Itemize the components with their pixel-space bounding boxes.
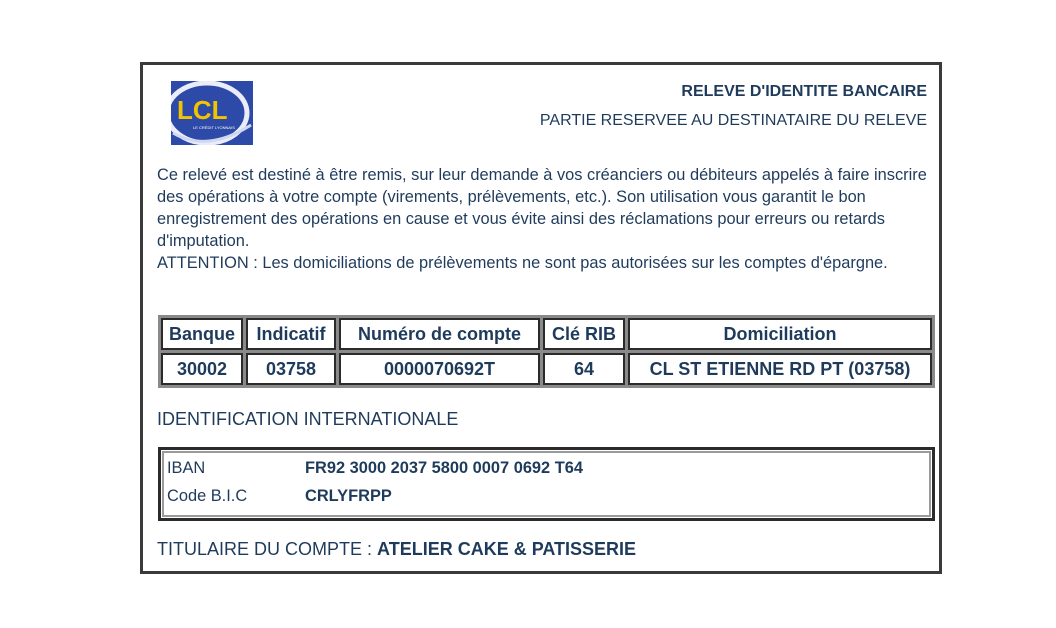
cell-banque: 30002 (161, 353, 243, 385)
holder-label: TITULAIRE DU COMPTE : (157, 539, 373, 559)
cell-numero-compte: 0000070692T (339, 353, 540, 385)
rib-document (140, 62, 942, 574)
lcl-logo (171, 81, 253, 145)
header-domiciliation: Domiciliation (628, 318, 932, 350)
intro-text (157, 164, 927, 274)
bic-row (167, 487, 392, 506)
document-title: RELEVE D'IDENTITE BANCAIRE (681, 83, 927, 100)
rib-table-row (161, 353, 932, 385)
iban-value: FR92 3000 2037 5800 0007 0692 T64 (305, 459, 583, 477)
bic-label: Code B.I.C (167, 487, 248, 505)
lcl-logo-graphic (171, 81, 253, 145)
header-indicatif: Indicatif (246, 318, 336, 350)
iban-label: IBAN (167, 459, 206, 477)
rib-table-header-row (161, 318, 932, 350)
cell-domiciliation: CL ST ETIENNE RD PT (03758) (628, 353, 932, 385)
header-banque: Banque (161, 318, 243, 350)
iban-row (167, 459, 583, 478)
cell-cle-rib: 64 (543, 353, 625, 385)
international-section-title: IDENTIFICATION INTERNATIONALE (157, 409, 459, 429)
document-subtitle: PARTIE RESERVEE AU DESTINATAIRE DU RELEVE (539, 112, 927, 129)
header-cle-rib: Clé RIB (543, 318, 625, 350)
header-numero-compte: Numéro de compte (339, 318, 540, 350)
bic-value: CRLYFRPP (305, 487, 392, 505)
account-holder (157, 539, 636, 560)
intro-paragraph: Ce relevé est destiné à être remis, sur leur demande à vos créanciers ou débiteurs appelés à faire inscrire des opérations à votre compte (virements, prélèvements, etc.). Son utilisation vous garantit le bon enregistrement des opérations en cause et vous évite ainsi des réclamations pour erreurs ou retards d'imputation. (157, 166, 927, 250)
svg-text:LCL: LCL (177, 95, 228, 125)
iban-box (158, 447, 935, 521)
svg-text:LE CRÉDIT LYONNAIS: LE CRÉDIT LYONNAIS (193, 125, 235, 130)
holder-name: ATELIER CAKE & PATISSERIE (377, 539, 637, 559)
cell-indicatif: 03758 (246, 353, 336, 385)
attention-notice: ATTENTION : Les domiciliations de prélèvements ne sont pas autorisées sur les comptes d'épargne. (157, 254, 888, 272)
rib-table (158, 315, 935, 388)
